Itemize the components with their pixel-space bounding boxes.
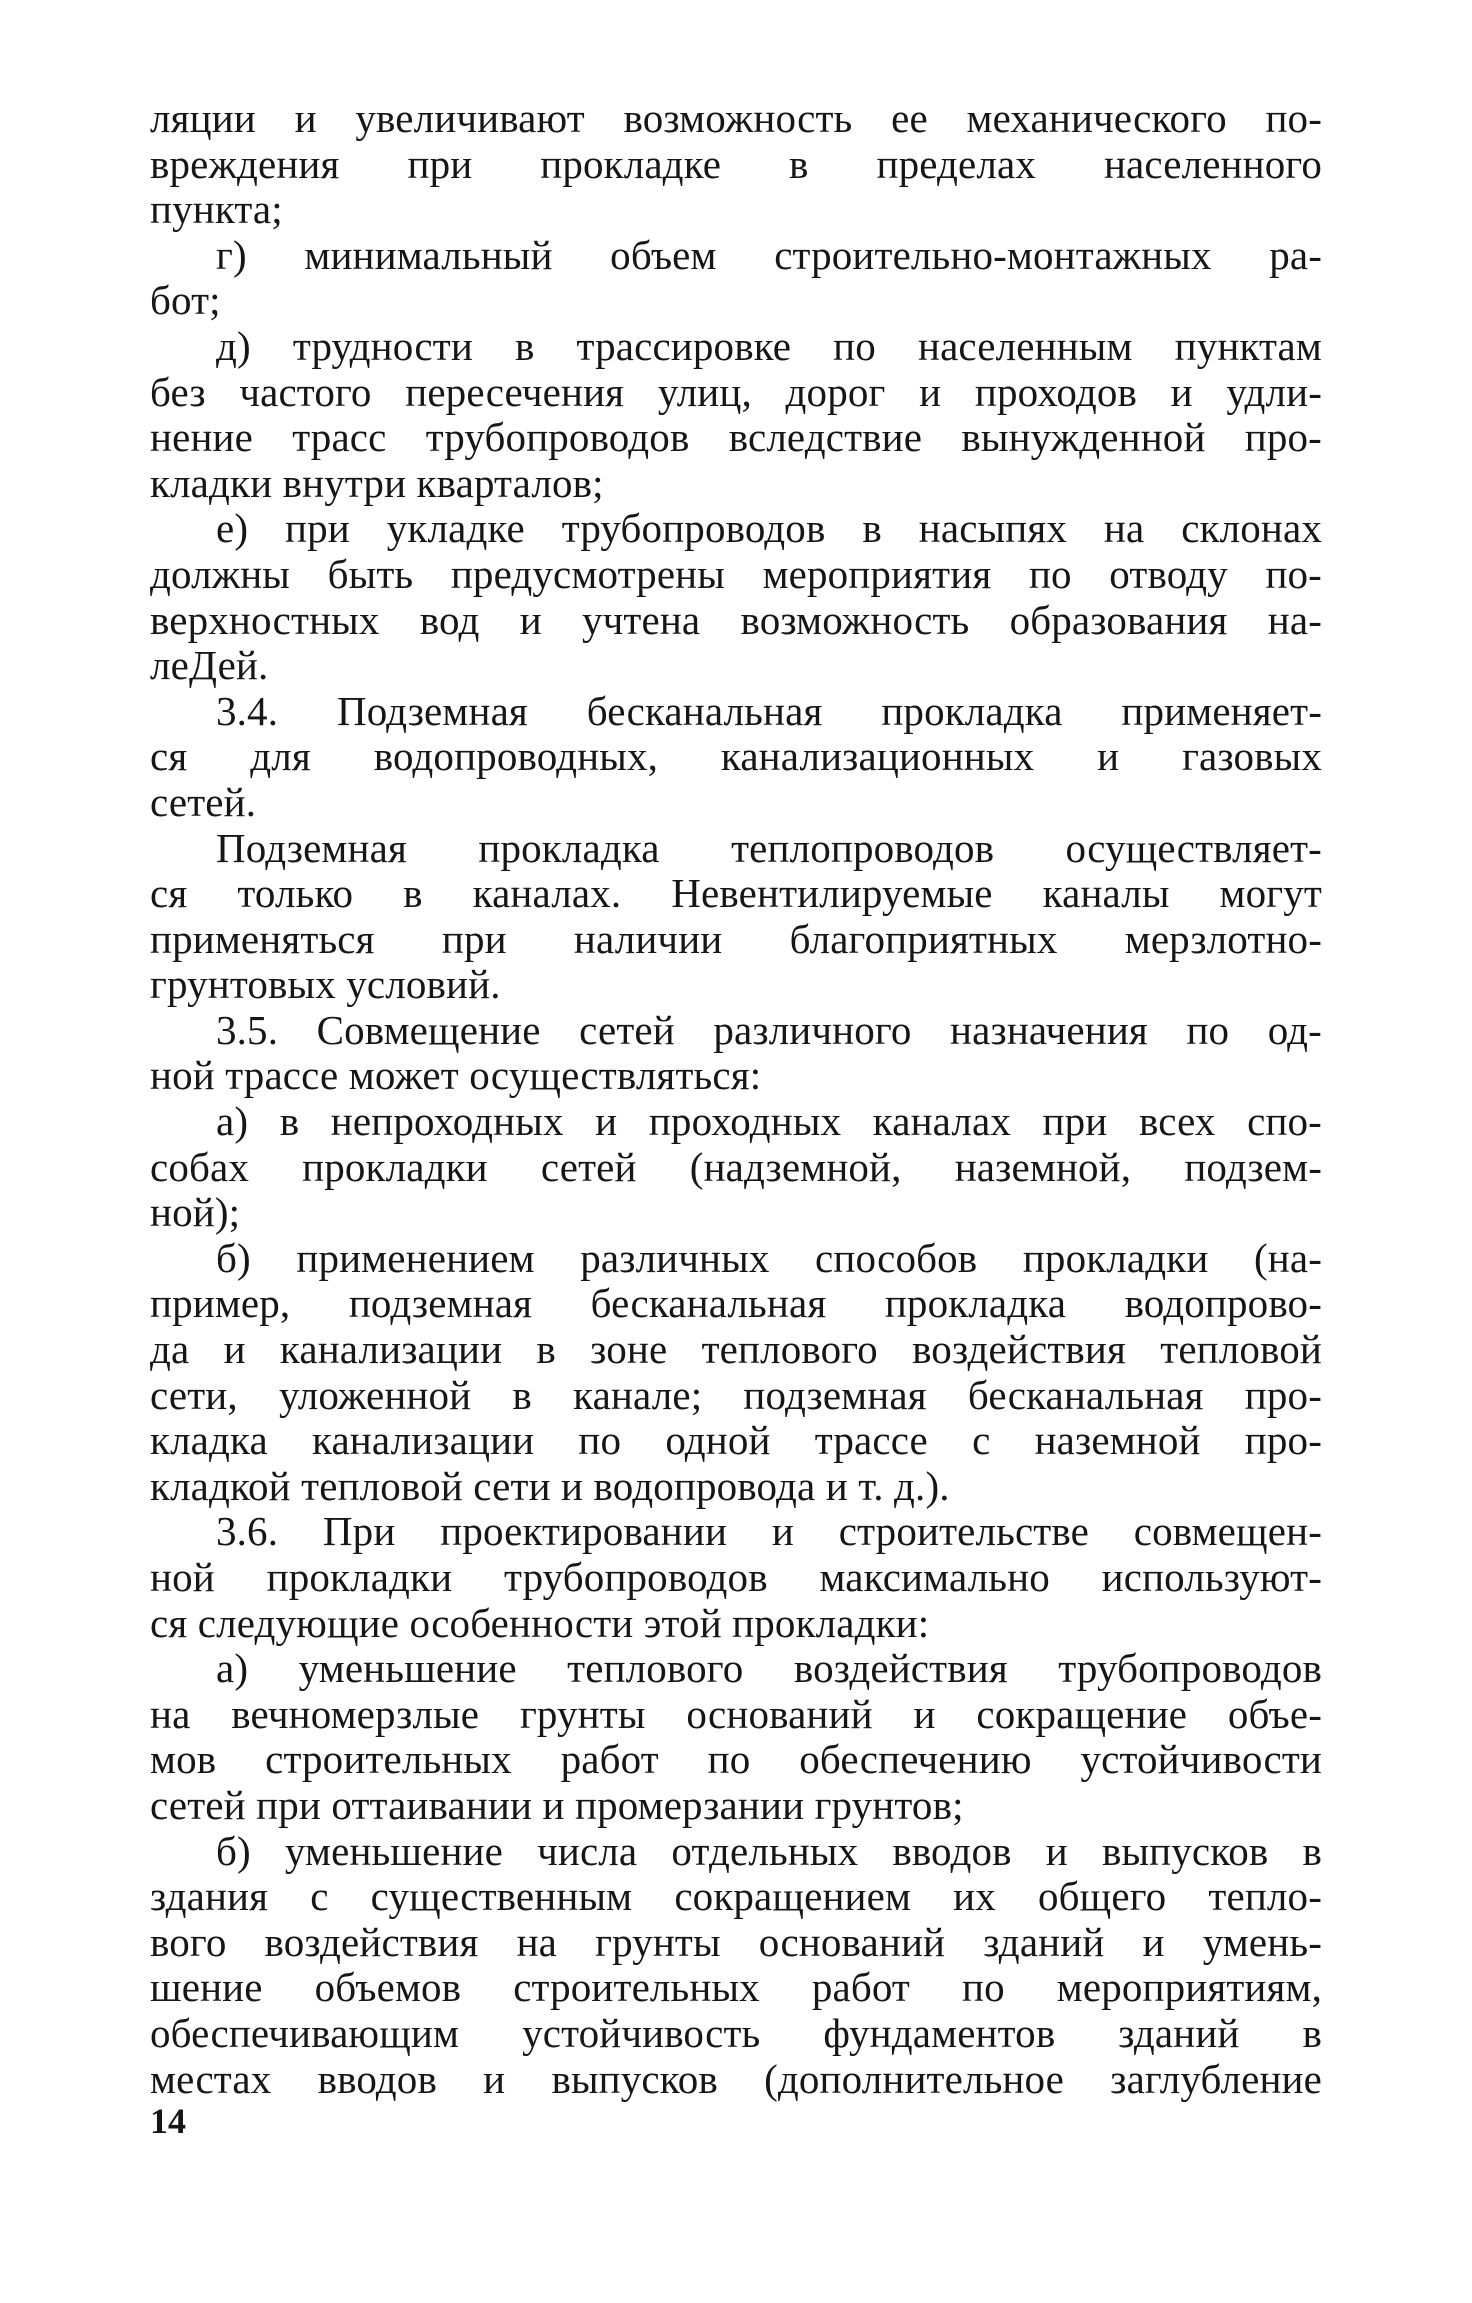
text-line: нение трасс трубопроводов вследствие вынужденной про- (150, 414, 1322, 461)
text-line: д) трудности в трассировке по населенным пунктам (216, 322, 1322, 369)
section-heading-3-6: 3.6. При проектировании и строительстве совмещен- (216, 1508, 1322, 1555)
text-line: грунтовых условий. (150, 961, 501, 1008)
text-line: Подземная прокладка теплопроводов осуществляет- (216, 824, 1322, 871)
text-line: леДей. (150, 642, 269, 689)
text-line: сетей. (150, 778, 257, 825)
text-line: без частого пересечения улиц, дорог и проходов и удли- (150, 368, 1322, 415)
text-line: ся для водопроводных, канализационных и газовых (150, 733, 1322, 780)
text-line: верхностных вод и учтена возможность образования на- (150, 596, 1322, 643)
text-line: должны быть предусмотрены мероприятия по отводу по- (150, 550, 1322, 597)
text-line: шение объемов строительных работ по мероприятиям, (150, 1964, 1322, 2011)
text-line: ляции и увеличивают возможность ее механического по- (150, 95, 1322, 141)
text-line: на вечномерзлые грунты оснований и сокращение объе- (150, 1690, 1322, 1737)
text-line: ной трассе может осуществляться: (150, 1052, 762, 1099)
text-body (150, 96, 1322, 2102)
section-heading-3-4: 3.4. Подземная бесканальная прокладка применяет- (216, 687, 1322, 734)
text-line: сети, уложенной в канале; подземная бесканальная про- (150, 1371, 1322, 1418)
text-line: вого воздействия на грунты оснований зданий и умень- (150, 1918, 1322, 1965)
text-line: б) уменьшение числа отдельных вводов и выпусков в (216, 1827, 1322, 1874)
text-line: местах вводов и выпусков (дополнительное заглубление (150, 2055, 1322, 2102)
text-line: ся следующие особенности этой прокладки: (150, 1599, 930, 1646)
text-line: кладки внутри кварталов; (150, 459, 604, 506)
text-line: кладкой тепловой сети и водопровода и т. д.). (150, 1462, 950, 1509)
text-line: пункта; (150, 186, 283, 233)
section-heading-3-5: 3.5. Совмещение сетей различного назначения по од- (216, 1006, 1322, 1053)
text-line: пример, подземная бесканальная прокладка водопрово- (150, 1280, 1322, 1327)
text-line: собах прокладки сетей (надземной, наземной, подзем- (150, 1143, 1322, 1190)
text-line: обеспечивающим устойчивость фундаментов зданий в (150, 2009, 1322, 2056)
text-line: ной); (150, 1189, 241, 1236)
text-line: е) при укладке трубопроводов в насыпях на склонах (216, 505, 1322, 552)
text-line: а) уменьшение теплового воздействия трубопроводов (216, 1645, 1322, 1692)
document-page (150, 95, 1322, 2141)
text-line: сетей при оттаивании и промерзании грунтов; (150, 1781, 964, 1828)
text-line: бот; (150, 277, 221, 324)
text-line: да и канализации в зоне теплового воздействия тепловой (150, 1326, 1322, 1373)
text-line: мов строительных работ по обеспечению устойчивости (150, 1736, 1322, 1783)
text-line: вреждения при прокладке в пределах населенного (150, 140, 1322, 187)
text-line: ной прокладки трубопроводов максимально используют- (150, 1554, 1322, 1600)
text-line: кладка канализации по одной трассе с наземной про- (150, 1417, 1322, 1464)
text-line: б) применением различных способов прокладки (на- (216, 1234, 1322, 1281)
text-line: г) минимальный объем строительно-монтажных ра- (216, 231, 1322, 278)
page-number: 14 (150, 2101, 186, 2141)
text-line: здания с существенным сокращением их общего тепло- (150, 1873, 1322, 1920)
text-line: а) в непроходных и проходных каналах при всех спо- (216, 1098, 1322, 1145)
text-line: применяться при наличии благоприятных мерзлотно- (150, 915, 1322, 962)
text-line: ся только в каналах. Невентилируемые каналы могут (150, 870, 1322, 917)
